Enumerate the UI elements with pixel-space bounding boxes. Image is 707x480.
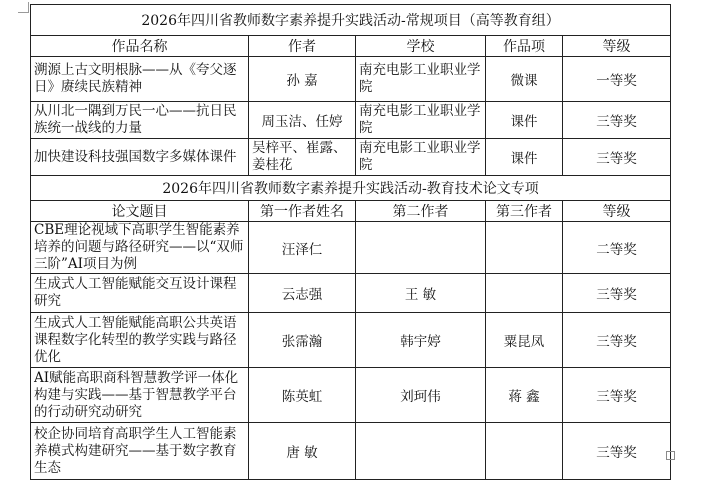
level-cell: 二等奖 bbox=[563, 222, 671, 274]
section2-title: 2026年四川省教师数字素养提升实践活动-教育技术论文专项 bbox=[31, 176, 671, 201]
table-row bbox=[31, 368, 671, 423]
section1-title-row bbox=[31, 5, 671, 36]
header-paper-topic: 论文题目 bbox=[31, 201, 249, 222]
table-row bbox=[31, 274, 671, 313]
table-row bbox=[31, 139, 671, 176]
header-third-author: 第三作者 bbox=[486, 201, 563, 222]
first-author-cell: 陈英虹 bbox=[249, 368, 356, 423]
second-author-cell: 韩宇婷 bbox=[356, 313, 486, 368]
header-second-author: 第二作者 bbox=[356, 201, 486, 222]
table-row bbox=[31, 57, 671, 102]
third-author-cell bbox=[486, 274, 563, 313]
author-cell: 孙 嘉 bbox=[249, 57, 356, 102]
work-name-cell: 溯源上古文明根脉——从《夸父逐日》赓续民族精神 bbox=[31, 57, 249, 102]
author-cell: 周玉洁、任婷 bbox=[249, 102, 356, 139]
paper-topic-cell: AI赋能高职商科智慧教学评一体化构建与实践——基于智慧教学平台的行动研究动研究 bbox=[31, 368, 249, 423]
section1-title: 2026年四川省教师数字素养提升实践活动-常规项目（高等教育组） bbox=[31, 5, 671, 36]
school-cell: 南充电影工业职业学院 bbox=[356, 139, 486, 176]
award-table bbox=[30, 4, 671, 480]
work-name-cell: 加快建设科技强国数字多媒体课件 bbox=[31, 139, 249, 176]
section1-header-row bbox=[31, 36, 671, 57]
third-author-cell: 粟昆凤 bbox=[486, 313, 563, 368]
second-author-cell bbox=[356, 423, 486, 480]
header-school: 学校 bbox=[356, 36, 486, 57]
work-type-cell: 微课 bbox=[486, 57, 563, 102]
header-work-name: 作品名称 bbox=[31, 36, 249, 57]
level-cell: 三等奖 bbox=[563, 423, 671, 480]
section2-title-row bbox=[31, 176, 671, 201]
header-author: 作者 bbox=[249, 36, 356, 57]
header-level: 等级 bbox=[563, 201, 671, 222]
level-cell: 三等奖 bbox=[563, 102, 671, 139]
table-row bbox=[31, 313, 671, 368]
header-first-author: 第一作者姓名 bbox=[249, 201, 356, 222]
level-cell: 三等奖 bbox=[563, 368, 671, 423]
second-author-cell: 王 敏 bbox=[356, 274, 486, 313]
first-author-cell: 云志强 bbox=[249, 274, 356, 313]
first-author-cell: 汪泽仁 bbox=[249, 222, 356, 274]
level-cell: 三等奖 bbox=[563, 274, 671, 313]
work-type-cell: 课件 bbox=[486, 139, 563, 176]
level-cell: 三等奖 bbox=[563, 139, 671, 176]
table-row bbox=[31, 102, 671, 139]
page-corner-marker bbox=[18, 2, 29, 13]
table-row bbox=[31, 222, 671, 274]
paper-topic-cell: 校企协同培育高职学生人工智能素养模式构建研究——基于数字教育生态 bbox=[31, 423, 249, 480]
header-level: 等级 bbox=[563, 36, 671, 57]
school-cell: 南充电影工业职业学院 bbox=[356, 57, 486, 102]
header-work-type: 作品项 bbox=[486, 36, 563, 57]
paper-topic-cell: 生成式人工智能赋能高职公共英语课程数字化转型的教学实践与路径优化 bbox=[31, 313, 249, 368]
second-author-cell: 刘珂伟 bbox=[356, 368, 486, 423]
third-author-cell bbox=[486, 423, 563, 480]
table-resize-handle[interactable] bbox=[666, 451, 675, 460]
third-author-cell: 蒋 鑫 bbox=[486, 368, 563, 423]
first-author-cell: 唐 敏 bbox=[249, 423, 356, 480]
work-type-cell: 课件 bbox=[486, 102, 563, 139]
paper-topic-cell: 生成式人工智能赋能交互设计课程研究 bbox=[31, 274, 249, 313]
table-row bbox=[31, 423, 671, 480]
school-cell: 南充电影工业职业学院 bbox=[356, 102, 486, 139]
paper-topic-cell: CBE理论视域下高职学生智能素养培养的问题与路径研究——以“双师三阶”AI项目为例 bbox=[31, 222, 249, 274]
level-cell: 三等奖 bbox=[563, 313, 671, 368]
work-name-cell: 从川北一隅到万民一心——抗日民族统一战线的力量 bbox=[31, 102, 249, 139]
second-author-cell bbox=[356, 222, 486, 274]
section2-header-row bbox=[31, 201, 671, 222]
level-cell: 一等奖 bbox=[563, 57, 671, 102]
author-cell: 吴梓平、崔露、姜桂花 bbox=[249, 139, 356, 176]
first-author-cell: 张霈瀚 bbox=[249, 313, 356, 368]
third-author-cell bbox=[486, 222, 563, 274]
